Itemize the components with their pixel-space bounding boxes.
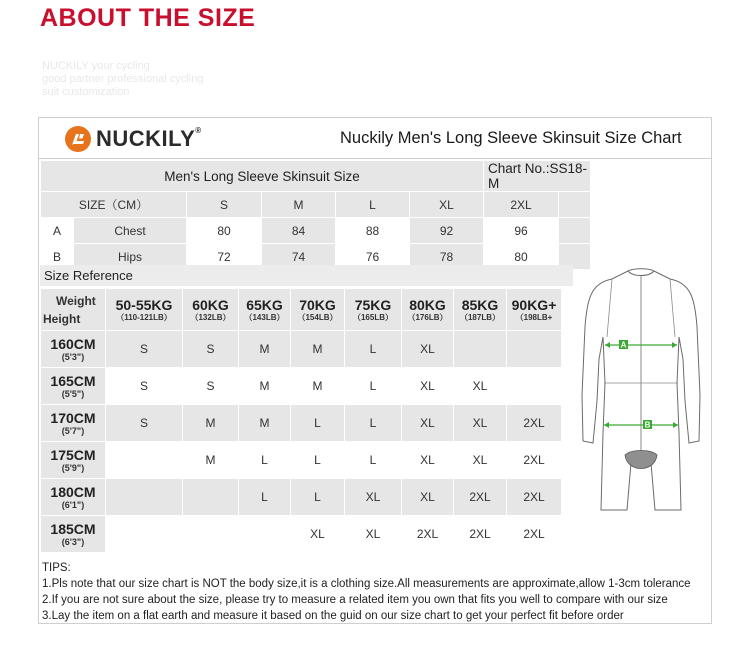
height-ft: (5'9") xyxy=(61,462,85,473)
guide-label-a: A xyxy=(620,340,627,350)
weight-kg: 75KG xyxy=(354,296,392,313)
table-cell xyxy=(239,516,291,553)
table-cell: M xyxy=(239,368,291,405)
weight-kg: 65KG xyxy=(246,296,283,313)
weight-header xyxy=(239,289,291,331)
table-cell: 92 xyxy=(410,218,484,244)
table-cell: XL xyxy=(454,368,507,405)
table-cell: 84 xyxy=(262,218,336,244)
brand-registered-mark: ® xyxy=(195,126,202,135)
table-cell: 74 xyxy=(262,244,336,270)
table-cell xyxy=(183,479,239,516)
table-cell: L xyxy=(291,479,345,516)
weight-lb: （198LB+ xyxy=(515,312,553,322)
table-cell: 2XL xyxy=(507,442,562,479)
empty-cell xyxy=(559,192,591,218)
table-row xyxy=(41,218,591,244)
table-cell: XL xyxy=(345,479,402,516)
table-cell: L xyxy=(291,442,345,479)
tip-line: 2.If you are not sure about the size, please try to measure a related item you own that fits you well to compare with our size xyxy=(42,594,668,606)
height-cm: 165CM xyxy=(50,372,96,389)
table-row xyxy=(41,331,562,368)
height-header xyxy=(41,479,106,516)
weight-lb: （132LB） xyxy=(190,312,231,322)
table-cell: 80 xyxy=(484,244,559,270)
size-header: 2XL xyxy=(484,192,559,218)
skinsuit-illustration xyxy=(573,265,709,560)
table-cell: L xyxy=(239,442,291,479)
table-cell: M xyxy=(183,405,239,442)
size-unit-label: SIZE（CM） xyxy=(41,192,187,218)
page-title: ABOUT THE SIZE xyxy=(40,4,256,32)
table-cell: L xyxy=(291,405,345,442)
table-cell: 76 xyxy=(336,244,410,270)
table-cell: S xyxy=(106,331,183,368)
chart-header xyxy=(39,118,711,159)
table-cell: 2XL xyxy=(507,405,562,442)
table-cell: 88 xyxy=(336,218,410,244)
size-header: XL xyxy=(410,192,484,218)
table-cell: L xyxy=(345,368,402,405)
table-row xyxy=(41,442,562,479)
weight-kg: 60KG xyxy=(192,296,229,313)
table-cell: S xyxy=(183,331,239,368)
size-header: S xyxy=(187,192,262,218)
height-ft: (5'3") xyxy=(61,351,85,362)
table-cell: L xyxy=(345,331,402,368)
height-header xyxy=(41,405,106,442)
table-cell: S xyxy=(106,405,183,442)
table-cell: M xyxy=(183,442,239,479)
watermark-text xyxy=(42,60,203,99)
table-row xyxy=(41,405,562,442)
table-cell: 80 xyxy=(187,218,262,244)
weight-lb: （165LB） xyxy=(352,312,393,322)
weight-header xyxy=(106,289,183,331)
height-cm: 180CM xyxy=(50,483,96,500)
table-cell: XL xyxy=(454,442,507,479)
height-header xyxy=(41,442,106,479)
brand-name: NUCKILY xyxy=(96,126,196,151)
table-row xyxy=(41,516,562,553)
size-reference-title: Size Reference xyxy=(44,268,133,283)
table-cell: XL xyxy=(345,516,402,553)
table-cell: M xyxy=(239,331,291,368)
height-header xyxy=(41,368,106,405)
table-cell: M xyxy=(291,331,345,368)
size-reference-table xyxy=(40,288,562,553)
table-cell: 2XL xyxy=(402,516,454,553)
row-id: A xyxy=(41,218,74,244)
weight-lb: （143LB） xyxy=(244,312,285,322)
table-cell xyxy=(106,442,183,479)
table-cell: L xyxy=(345,442,402,479)
size-header: M xyxy=(262,192,336,218)
table-cell: 72 xyxy=(187,244,262,270)
weight-header xyxy=(183,289,239,331)
table-cell xyxy=(454,331,507,368)
table-cell: XL xyxy=(291,516,345,553)
height-ft: (6'3") xyxy=(61,536,85,547)
weight-header xyxy=(402,289,454,331)
table-cell: XL xyxy=(402,405,454,442)
weight-lb: （176LB） xyxy=(407,312,448,322)
size-reference-band xyxy=(40,265,573,286)
table-cell xyxy=(507,368,562,405)
height-label: Height xyxy=(43,311,81,326)
table-row xyxy=(41,479,562,516)
chart-number: Chart No.:SS18-M xyxy=(484,161,591,192)
table-cell: L xyxy=(345,405,402,442)
watermark-line: suit customization xyxy=(42,86,130,98)
tips-title: TIPS: xyxy=(42,562,71,574)
weight-lb: （187LB） xyxy=(459,312,500,322)
table-cell: 2XL xyxy=(454,516,507,553)
table-cell: M xyxy=(291,368,345,405)
tip-line: 3.Lay the item on a flat earth and measure it based on the guid on our size chart to get your perfect fit before order xyxy=(42,610,624,622)
height-cm: 175CM xyxy=(50,446,96,463)
table-cell: 2XL xyxy=(454,479,507,516)
height-cm: 185CM xyxy=(50,520,96,537)
weight-kg: 50-55KG xyxy=(115,296,173,313)
weight-kg: 90KG+ xyxy=(511,296,557,313)
tips-section xyxy=(40,560,712,624)
table-cell: 2XL xyxy=(507,516,562,553)
chart-title: Nuckily Men's Long Sleeve Skinsuit Size Chart xyxy=(340,129,682,147)
watermark-line: NUCKILY your cycling xyxy=(42,60,150,72)
size-header: L xyxy=(336,192,410,218)
height-cm: 160CM xyxy=(50,335,96,352)
height-ft: (6'1") xyxy=(61,499,85,510)
height-header xyxy=(41,516,106,553)
size-table xyxy=(40,160,591,270)
table-cell: S xyxy=(183,368,239,405)
skinsuit-illustration-svg xyxy=(573,265,709,560)
table-cell: S xyxy=(106,368,183,405)
table-cell: XL xyxy=(402,368,454,405)
weight-header xyxy=(454,289,507,331)
size-table-title: Men's Long Sleeve Skinsuit Size xyxy=(41,161,484,192)
height-ft: (5'5") xyxy=(61,388,85,399)
weight-kg: 85KG xyxy=(461,296,499,313)
weight-kg: 80KG xyxy=(409,296,446,313)
weight-lb: （110-121LB） xyxy=(116,312,172,322)
brand-logo xyxy=(65,126,202,152)
tip-line: 1.Pls note that our size chart is NOT the body size,it is a clothing size.All measurements are approximate,allow 1-3cm tolerance xyxy=(42,578,691,590)
weight-lb: （154LB） xyxy=(297,312,338,322)
table-cell xyxy=(507,331,562,368)
height-ft: (5'7") xyxy=(61,425,85,436)
table-cell: M xyxy=(239,405,291,442)
table-cell: 78 xyxy=(410,244,484,270)
guide-label-b: B xyxy=(644,420,651,430)
table-cell: XL xyxy=(402,442,454,479)
weight-header xyxy=(291,289,345,331)
height-header xyxy=(41,331,106,368)
weight-header xyxy=(345,289,402,331)
weight-height-header xyxy=(41,289,106,331)
brand-logo-icon xyxy=(65,126,91,152)
empty-cell xyxy=(559,218,591,244)
table-cell xyxy=(106,479,183,516)
table-cell: 96 xyxy=(484,218,559,244)
table-cell xyxy=(106,516,183,553)
table-cell xyxy=(183,516,239,553)
watermark-line: good partner professional cycling xyxy=(42,73,204,85)
table-cell: XL xyxy=(402,479,454,516)
row-name: Hips xyxy=(74,244,187,270)
table-cell: L xyxy=(239,479,291,516)
weight-label: Weight xyxy=(56,293,96,308)
row-name: Chest xyxy=(74,218,187,244)
table-cell: XL xyxy=(454,405,507,442)
height-cm: 170CM xyxy=(50,409,96,426)
row-id: B xyxy=(41,244,74,270)
table-row xyxy=(41,368,562,405)
size-chart-card xyxy=(38,117,712,624)
weight-header xyxy=(507,289,562,331)
table-cell: XL xyxy=(402,331,454,368)
weight-kg: 70KG xyxy=(299,296,336,313)
table-cell: 2XL xyxy=(507,479,562,516)
